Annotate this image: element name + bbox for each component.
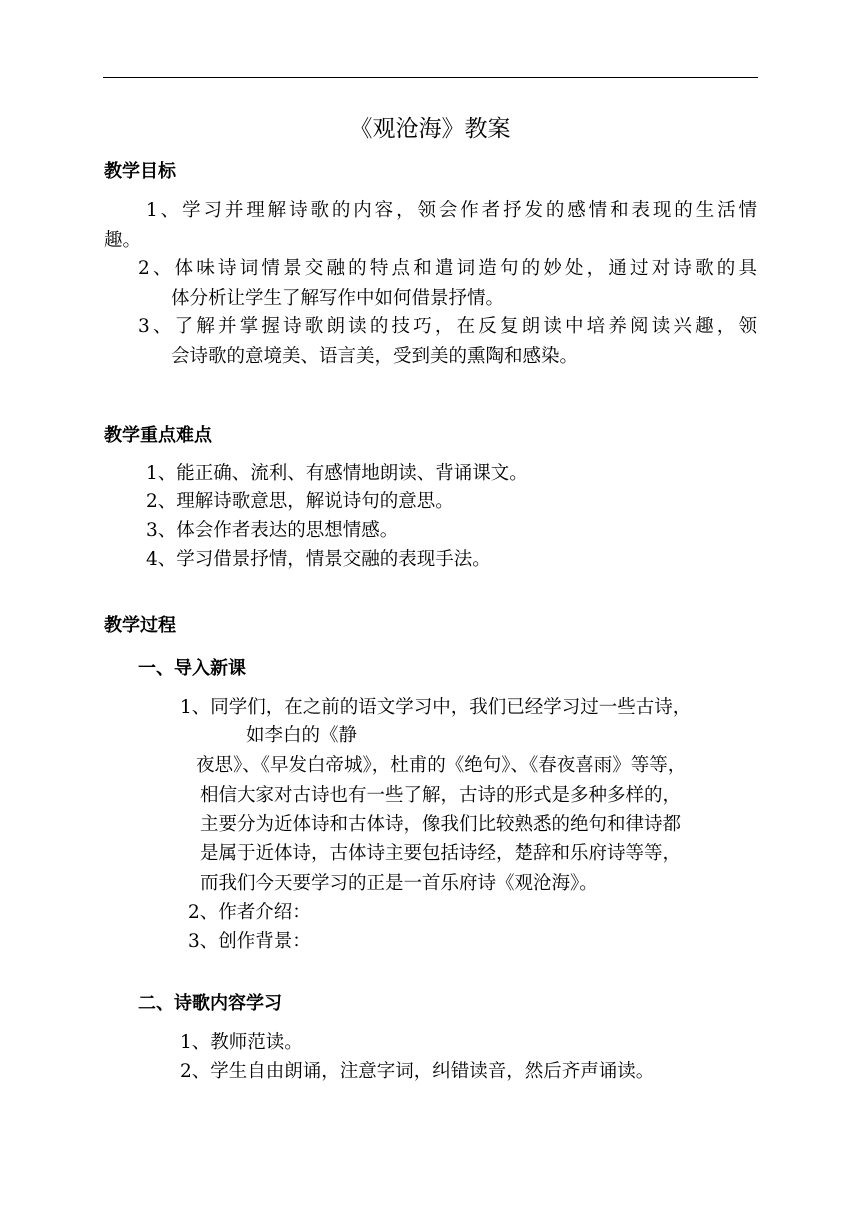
part1-line-1: 1、同学们，在之前的语文学习中，我们已经学习过一些古诗， [180, 697, 692, 718]
key-point-item-4: 4、学习借景抒情，情景交融的表现手法。 [146, 549, 491, 570]
key-points-heading: 教学重点难点 [104, 425, 212, 446]
objective-item-1-cont: 趣。 [104, 230, 142, 251]
part2-line-2: 2、学生自由朗诵，注意字词，纠错读音，然后齐声诵读。 [180, 1061, 655, 1082]
header-rule [103, 77, 758, 78]
part1-line-9: 3、创作背景： [188, 931, 311, 952]
part1-line-3: 夜思》、《早发白帝城》，杜甫的《绝句》、《春夜喜雨》等等， [196, 755, 687, 776]
objective-item-3: 3、了解并掌握诗歌朗读的技巧，在反复朗读中培养阅读兴趣，领 [138, 316, 757, 337]
key-point-item-2: 2、理解诗歌意思，解说诗句的意思。 [146, 491, 454, 512]
part1-line-5: 主要分为近体诗和古体诗，像我们比较熟悉的绝句和律诗都 [200, 814, 682, 835]
document-title: 《观沧海》教案 [349, 116, 511, 142]
part1-line-4: 相信大家对古诗也有一些了解，古诗的形式是多种多样的， [200, 785, 682, 806]
part1-line-2: 如李白的《静 [246, 725, 358, 746]
objective-item-1: 1、学习并理解诗歌的内容，领会作者抒发的感情和表现的生活情 [146, 200, 757, 221]
objective-item-2: 2、体味诗词情景交融的特点和遣词造句的妙处，通过对诗歌的具 [138, 258, 757, 279]
objective-item-2-cont: 体分析让学生了解写作中如何借景抒情。 [171, 288, 505, 309]
part1-line-8: 2、作者介绍： [188, 902, 311, 923]
part2-heading: 二、诗歌内容学习 [138, 993, 282, 1014]
part1-heading: 一、导入新课 [138, 658, 246, 679]
objective-item-3-cont: 会诗歌的意境美、语言美，受到美的熏陶和感染。 [171, 346, 579, 367]
part1-line-6: 是属于近体诗，古体诗主要包括诗经，楚辞和乐府诗等等， [200, 843, 682, 864]
objectives-heading: 教学目标 [104, 161, 176, 182]
process-heading: 教学过程 [104, 615, 176, 636]
key-point-item-1: 1、能正确、流利、有感情地朗读、背诵课文。 [146, 463, 528, 484]
key-point-item-3: 3、体会作者表达的思想情感。 [146, 520, 399, 541]
part2-line-1: 1、教师范读。 [180, 1032, 303, 1053]
part1-line-7: 而我们今天要学习的正是一首乐府诗《观沧海》。 [200, 873, 598, 894]
